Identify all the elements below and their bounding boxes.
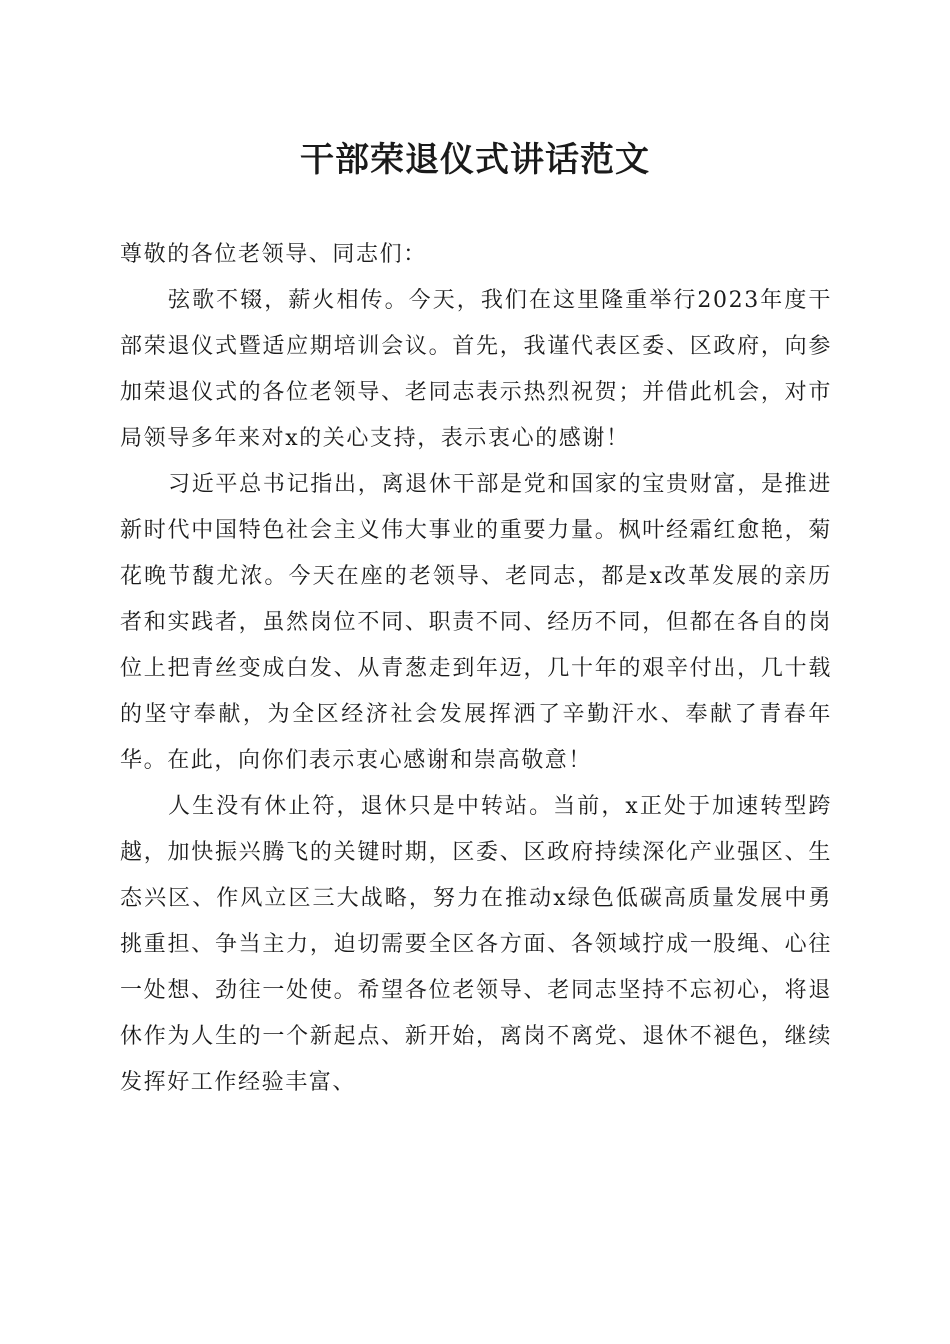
paragraph: 弦歌不辍，薪火相传。今天，我们在这里隆重举行2023年度干部荣退仪式暨适应期培训会议。首先，我谨代表区委、区政府，向参加荣退仪式的各位老领导、老同志表示热烈祝贺；并借此机会，对市局领导多年来对x的关心支持，表示衷心的感谢！	[120, 288, 832, 451]
document-body	[120, 232, 832, 1106]
salutation: 尊敬的各位老领导、同志们：	[120, 242, 427, 267]
paragraph: 人生没有休止符，退休只是中转站。当前，x正处于加速转型跨越，加快振兴腾飞的关键时期，区委、区政府持续深化产业强区、生态兴区、作风立区三大战略，努力在推动x绿色低碳高质量发展中勇挑重担、争当主力，迫切需要全区各方面、各领域拧成一股绳、心往一处想、劲往一处使。希望各位老领导、老同志坚持不忘初心，将退休作为人生的一个新起点、新开始，离岗不离党、退休不褪色，继续发挥好工作经验丰富、	[120, 794, 832, 1095]
paragraph: 习近平总书记指出，离退休干部是党和国家的宝贵财富，是推进新时代中国特色社会主义伟大事业的重要力量。枫叶经霜红愈艳，菊花晚节馥尤浓。今天在座的老领导、老同志，都是x改革发展的亲历者和实践者，虽然岗位不同、职责不同、经历不同，但都在各自的岗位上把青丝变成白发、从青葱走到年迈，几十年的艰辛付出，几十载的坚守奉献，为全区经济社会发展挥洒了辛勤汗水、奉献了青春年华。在此，向你们表示衷心感谢和崇高敬意！	[120, 472, 832, 773]
document-title: 干部荣退仪式讲话范文	[300, 140, 650, 180]
